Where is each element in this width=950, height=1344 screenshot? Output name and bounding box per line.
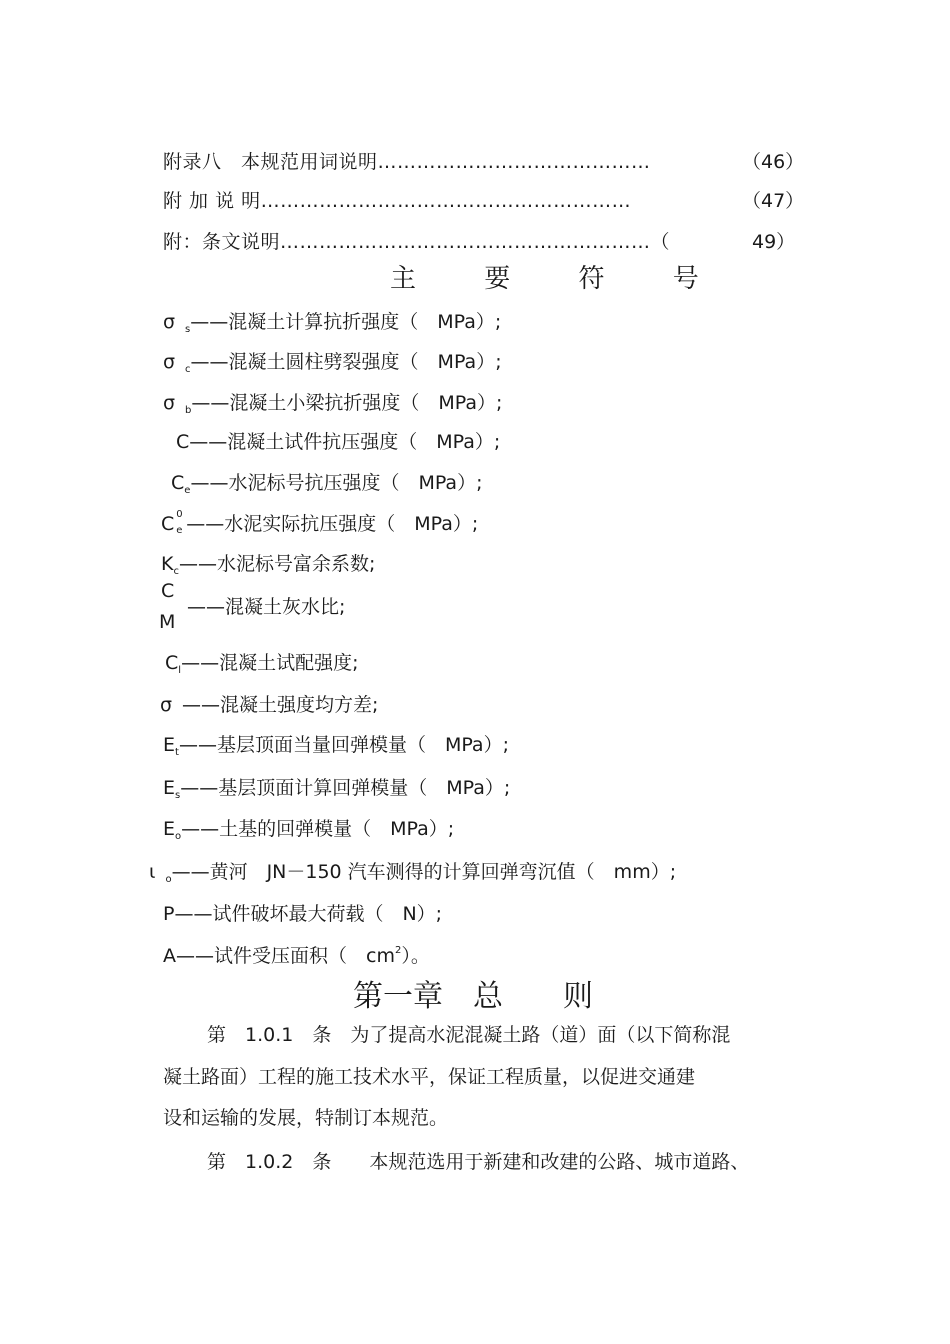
symbol-row xyxy=(163,730,509,757)
toc-page-3: 49） xyxy=(752,231,796,253)
symbol-row xyxy=(161,549,375,576)
symbol-subscript: b xyxy=(185,405,192,416)
toc-page-1: （46） xyxy=(742,151,805,173)
symbol: C xyxy=(165,652,179,674)
symbol-subscript: o xyxy=(175,831,182,842)
symbol-subscript: s xyxy=(175,790,181,801)
symbol-supsub xyxy=(174,508,186,536)
symbol: K xyxy=(161,553,174,575)
toc-label: 附：条文说明…………………………………………………（ xyxy=(163,231,671,253)
symbol-description: ——混凝土强度均方差; xyxy=(182,694,379,716)
symbol: ι xyxy=(149,861,156,883)
symbol-row xyxy=(163,814,454,841)
symbol-subscript: c xyxy=(173,566,179,577)
symbol: C xyxy=(171,472,185,494)
paragraph-line: 设和运输的发展，特制订本规范。 xyxy=(163,1107,449,1129)
symbol: σ xyxy=(160,694,173,716)
symbol-subscript: c xyxy=(185,364,191,375)
toc-entry-1 xyxy=(163,147,651,174)
symbol-description: ——混凝土试配强度; xyxy=(181,652,359,674)
symbol-description: ——试件受压面积（ cm xyxy=(176,945,395,967)
symbol-superscript: 0 xyxy=(176,508,183,520)
symbol-description: ——基层顶面计算回弹模量（ MPa）; xyxy=(180,777,511,799)
symbol-description: ——混凝土计算抗折强度（ MPa）; xyxy=(190,311,502,333)
paragraph-line: 第 1.0.2 条 本规范选用于新建和改建的公路、城市道路、 xyxy=(207,1151,750,1173)
toc-page-2: （47） xyxy=(742,190,805,212)
symbol-description: ——混凝土小梁抗折强度（ MPa）; xyxy=(191,392,503,414)
symbol-row xyxy=(171,468,482,495)
symbol-subscript: e xyxy=(176,524,183,536)
symbol-description: ——基层顶面当量回弹模量（ MPa）; xyxy=(178,734,509,756)
symbol-subscript: t xyxy=(175,747,179,758)
symbol: E xyxy=(163,818,176,840)
symbol-subscript: l xyxy=(178,665,182,676)
symbol-row xyxy=(163,307,501,334)
paragraph-line: 第 1.0.1 条 为了提高水泥混凝土路（道）面（以下简称混 xyxy=(207,1024,731,1046)
symbol-description: ——水泥实际抗压强度（ MPa）; xyxy=(186,513,479,535)
symbol-description: ——试件破坏最大荷载（ N）; xyxy=(174,903,443,925)
symbol: P xyxy=(163,903,175,925)
symbol-row xyxy=(163,347,502,374)
symbol-description: ——水泥标号抗压强度（ MPa）; xyxy=(190,472,483,494)
symbol: σ xyxy=(163,351,176,373)
symbol-row xyxy=(163,941,430,968)
chapter-heading: 第一章 总 则 xyxy=(353,979,593,1014)
symbol-row xyxy=(161,509,478,536)
symbol-row xyxy=(163,773,510,800)
symbols-heading: 主 要 符 号 xyxy=(390,264,729,294)
fraction-denominator: M xyxy=(159,611,176,633)
symbol-description: ——混凝土灰水比; xyxy=(187,596,346,618)
symbol: A xyxy=(163,945,176,967)
symbol-row xyxy=(149,857,676,884)
symbol-row xyxy=(160,690,378,717)
symbol-row xyxy=(163,899,442,926)
symbol-row xyxy=(163,388,502,415)
symbol-description: ——水泥标号富余系数; xyxy=(178,553,376,575)
paragraph-line: 凝土路面）工程的施工技术水平，保证工程质量，以促进交通建 xyxy=(163,1066,696,1088)
symbol: C xyxy=(161,513,175,535)
symbol-description-tail: ）。 xyxy=(401,945,430,967)
symbol: E xyxy=(163,734,176,756)
symbol: C xyxy=(176,431,190,453)
symbol: E xyxy=(163,777,176,799)
toc-label: 附 加 说 明………………………………………………… xyxy=(163,190,632,212)
symbol-superscript: 2 xyxy=(394,945,402,956)
symbol-row xyxy=(176,427,500,454)
symbol-subscript: e xyxy=(184,485,191,496)
toc-entry-2 xyxy=(163,186,631,213)
symbol-description: ——土基的回弹模量（ MPa）; xyxy=(181,818,455,840)
toc-entry-3 xyxy=(163,227,670,254)
toc-label: 附录八 本规范用词说明…………………………………… xyxy=(163,151,651,173)
symbol-description: ——混凝土圆柱劈裂强度（ MPa）; xyxy=(190,351,502,373)
symbol-subscript: s xyxy=(185,324,191,335)
symbol: σ xyxy=(163,392,176,414)
symbol-description: ——黄河 JN－150 汽车测得的计算回弹弯沉值（ mm）; xyxy=(171,861,677,883)
symbol-row xyxy=(165,648,358,675)
symbol-subscript: o xyxy=(165,874,172,885)
fraction-numerator: C xyxy=(161,580,175,602)
symbol-description: ——混凝土试件抗压强度（ MPa）; xyxy=(189,431,501,453)
symbol: σ xyxy=(163,311,176,333)
